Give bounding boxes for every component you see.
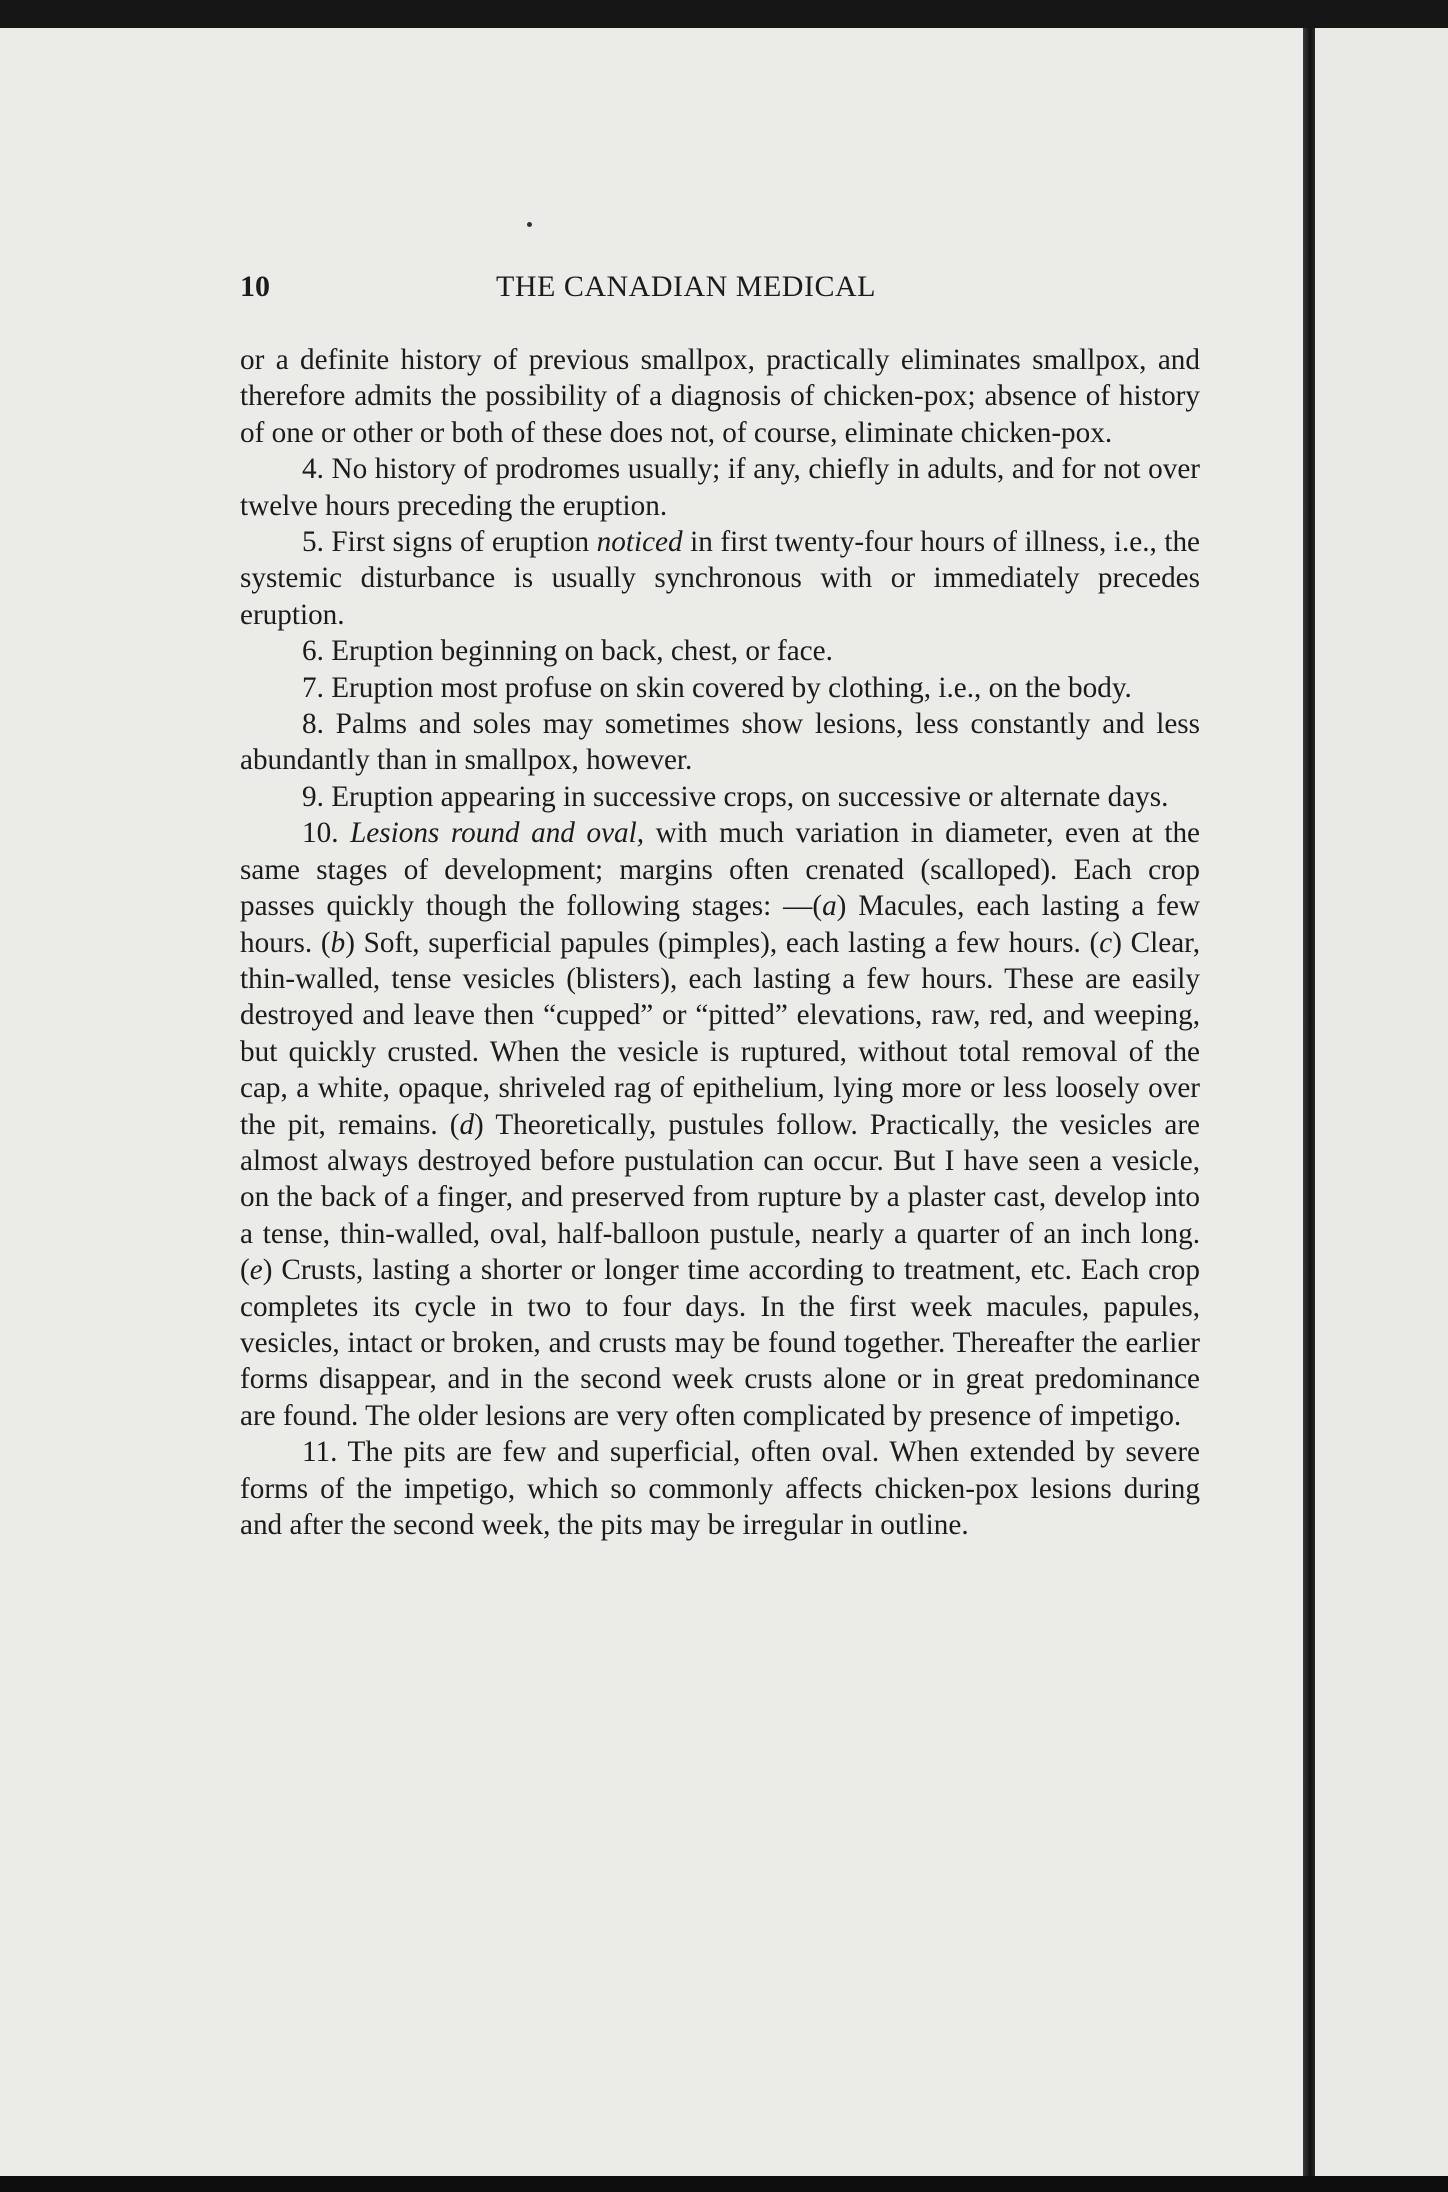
italic-text: noticed — [596, 526, 683, 559]
speck-mark — [527, 222, 532, 227]
paragraph — [240, 633, 1200, 669]
running-head — [240, 270, 1200, 310]
text-run: 9. Eruption appearing in successive crops, on successive or alternate days. — [302, 780, 1169, 813]
text-run: 6. Eruption beginning on back, chest, or face. — [302, 635, 833, 668]
book-gutter — [1303, 28, 1315, 2180]
scan-bottom-edge — [0, 2176, 1448, 2192]
text-run: ) Theoretically, pustules follow. Practically, the vesicles are almost always destroyed before pustulation can occur. But I have seen a vesicle, on the back of a finger, and preserved from rupture by a plaster cast, develop into a tense, thin-walled, oval, half-balloon pustule, nearly a quarter of an inch long. ( — [240, 1108, 1200, 1287]
text-run: 8. Palms and soles may sometimes show lesions, less constantly and less abundantly than in smallpox, however. — [240, 708, 1200, 777]
italic-text: a — [822, 890, 837, 923]
text-run: 5. First signs of eruption — [302, 526, 597, 559]
text-run: with much variation in diameter, even at the same stages of development; margins often crenated (scalloped). Each crop passes quickly though the following stages: —( — [240, 817, 1200, 923]
paragraph — [240, 342, 1200, 451]
text-run: ) Crusts, lasting a shorter or longer time according to treatment, etc. Each crop completes its cycle in two to four days. In the first week macules, papules, vesicles, intact or broken, and crusts may be found together. Thereafter the earlier forms disappear, and in the second week crusts alone or in great predominance are found. The older lesions are very often complicated by presence of impetigo. — [240, 1254, 1200, 1432]
italic-text: Lesions round and oval, — [350, 817, 645, 850]
paragraph — [240, 451, 1200, 524]
paragraph — [240, 706, 1200, 779]
text-run: 10. — [302, 817, 351, 850]
text-run: ) Macules, each lasting a few hours. ( — [240, 890, 1200, 959]
text-run: or a definite history of previous smallpox, practically eliminates smallpox, and therefore admits the possibility of a diagnosis of chicken-pox; absence of history of one or other or both of these does not, of course, eliminate chicken-pox. — [240, 344, 1200, 449]
paragraph — [240, 524, 1200, 633]
right-page-edge — [1315, 28, 1448, 2180]
text-run: ) Clear, thin-walled, tense vesicles (blisters), each lasting a few hours. These are easily destroyed and leave then “cupped” or “pitted” elevations, raw, red, and weeping, but quickly crusted. When the vesicle is ruptured, without total removal of the cap, a white, opaque, shriveled rag of epithelium, lying more or less loosely over the pit, remains. ( — [240, 926, 1200, 1141]
text-run: in first twenty-four hours of illness, i.e., the systemic disturbance is usually synchronous with or immediately precedes eruption. — [240, 526, 1201, 631]
text-run: 4. No history of prodromes usually; if any, chiefly in adults, and for not over twelve hours preceding the eruption. — [240, 453, 1200, 522]
paragraph — [240, 779, 1200, 815]
body-text — [240, 342, 1200, 1543]
running-head-title: THE CANADIAN MEDICAL — [496, 270, 876, 303]
text-run: 11. The pits are few and superficial, often oval. When extended by severe forms of the impetigo, which so commonly affects chicken-pox lesions during and after the second week, the pits may be irregular in outline. — [240, 1436, 1200, 1541]
paragraph — [240, 815, 1200, 1434]
italic-text: b — [330, 926, 346, 959]
text-run: 7. Eruption most profuse on skin covered by clothing, i.e., on the body. — [302, 671, 1132, 704]
italic-text: d — [459, 1108, 475, 1141]
italic-text: c — [1099, 926, 1113, 959]
paragraph — [240, 1434, 1200, 1543]
page-number: 10 — [240, 270, 270, 303]
text-run: ) Soft, superficial papules (pimples), each lasting a few hours. ( — [345, 926, 1100, 959]
italic-text: e — [249, 1254, 263, 1287]
paragraph — [240, 670, 1200, 706]
